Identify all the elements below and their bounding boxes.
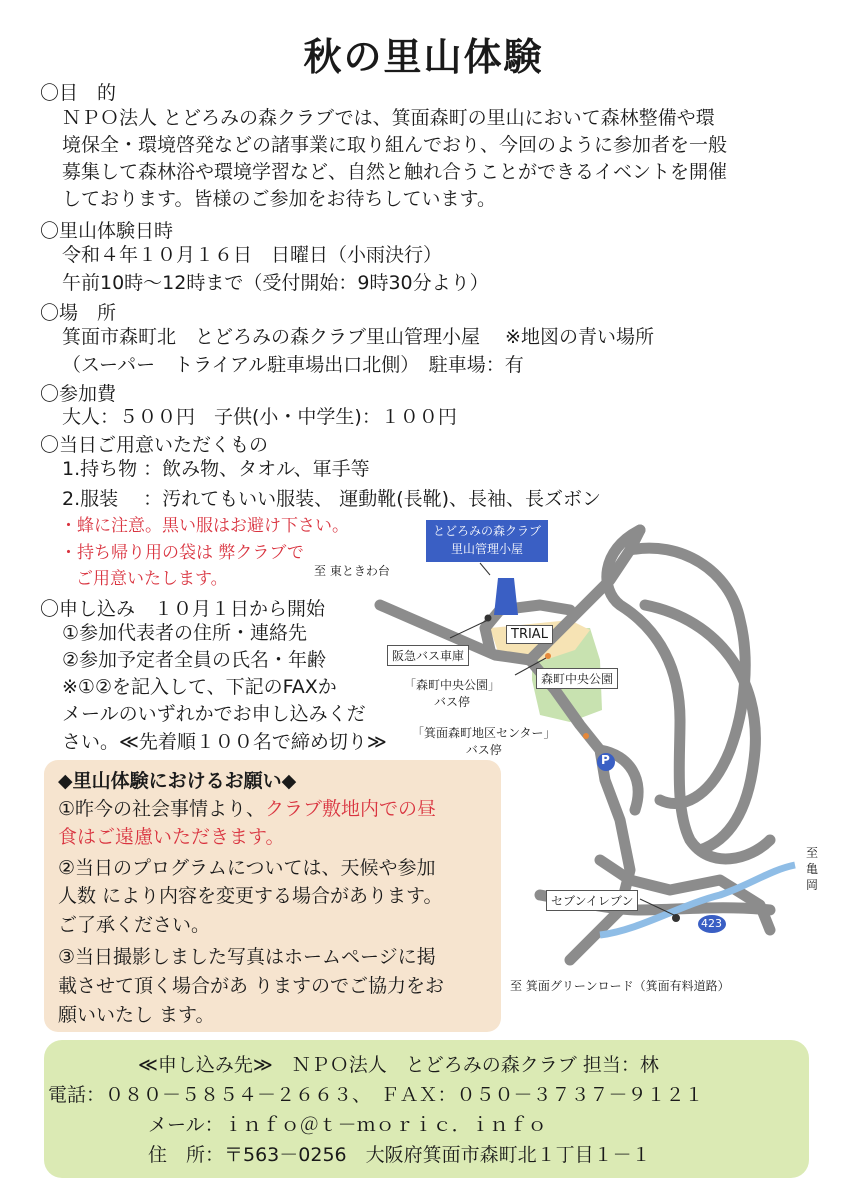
purpose-heading: 〇目 的 xyxy=(40,82,117,104)
request-3-c: 願いいたし ます。 xyxy=(58,1004,215,1026)
hankyu-label: 阪急バス車庫 xyxy=(387,645,469,666)
bus-stop-2-name: 「箕面森町地区センター」 xyxy=(412,726,556,740)
contact-address: 住 所：〒563－0256 大阪府箕面市森町北１丁目１－１ xyxy=(148,1144,651,1166)
contact-phone-fax: 電話：０８０－５８５４－２６６３、 ＦＡＸ：０５０－３７３７－９１２１ xyxy=(48,1084,704,1106)
warning-bag-2: ご用意いたします。 xyxy=(76,569,228,589)
parking-label: P xyxy=(601,753,610,767)
to-kameoka-label: 至 亀岡 xyxy=(806,846,831,892)
apply-line-5: さい。≪先着順１００名で締め切り≫ xyxy=(62,731,387,753)
purpose-line-3: 募集して森林浴や環境学習など、自然と触れ合うことができるイベントを開催 xyxy=(62,161,728,183)
warning-bees: ・蜂に注意。黒い服はお避け下さい。 xyxy=(60,516,349,536)
apply-line-2: ②参加予定者全員の氏名・年齢 xyxy=(62,649,327,671)
request-heading: ◆里山体験におけるお願い◆ xyxy=(58,770,297,792)
request-2-a: ②当日のプログラムについては、天候や参加 xyxy=(58,857,436,879)
place-heading: 〇場 所 xyxy=(40,302,117,324)
park-label: 森町中央公園 xyxy=(536,668,618,689)
hut-label-1: とどろみの森クラブ xyxy=(432,524,541,538)
apply-line-3: ※①②を記入して、下記のFAXか xyxy=(62,676,337,698)
event-date: 令和４年１０月１６日 日曜日（小雨決行） xyxy=(62,244,443,266)
apply-heading: 〇申し込み １０月１日から開始 xyxy=(40,598,326,620)
fee-heading: 〇参加費 xyxy=(40,383,117,405)
purpose-line-4: しております。皆様のご参加をお待ちしています。 xyxy=(62,188,496,210)
contact-line-1: ≪申し込み先≫ ＮＰＯ法人 とどろみの森クラブ 担当：林 xyxy=(138,1054,659,1076)
bus-stop-1-name: 「森町中央公園」 xyxy=(404,678,501,692)
purpose-line-1: ＮＰＯ法人 とどろみの森クラブでは、箕面森町の里山において森林整備や環 xyxy=(62,107,715,129)
apply-line-1: ①参加代表者の住所・連絡先 xyxy=(62,622,308,644)
items-clothing: 2.服装 ：汚れてもいい服装、 運動靴(長靴)、長袖、長ズボン xyxy=(62,488,602,510)
hut-icon xyxy=(494,578,518,615)
to-higashi-label: 至 東ときわ台 xyxy=(314,564,390,578)
items-heading: 〇当日ご用意いただくもの xyxy=(40,434,269,456)
hut-label-2: 里山管理小屋 xyxy=(450,542,523,556)
request-1-a: ①昨今の社会事情より、 xyxy=(58,798,266,820)
bus-stop-1-type: バス停 xyxy=(434,695,471,709)
purpose-line-2: 境保全・環境啓発などの諸事業に取り組んでおり、今回のように参加者を一般 xyxy=(62,134,728,156)
place-line-1: 箕面市森町北 とどろみの森クラブ里山管理小屋 ※地図の青い場所 xyxy=(62,326,654,348)
datetime-heading: 〇里山体験日時 xyxy=(40,220,174,242)
bus-stop-1-label xyxy=(404,676,500,710)
route-label: 423 xyxy=(701,917,722,930)
bus-stop-2-type: バス停 xyxy=(465,743,502,757)
warning-bag-1: ・持ち帰り用の袋は 弊クラブで xyxy=(60,543,304,563)
request-2-c: ご了承ください。 xyxy=(58,914,211,936)
fee-line: 大人：５００円 子供(小・中学生)：１００円 xyxy=(62,406,457,428)
seven-eleven-label: セブンイレブン xyxy=(546,890,638,911)
bus-stop-dot-2 xyxy=(583,733,589,739)
request-1-b: クラブ敷地内での昼 xyxy=(265,798,437,820)
page-title: 秋の里山体験 xyxy=(303,35,544,79)
hut-leader-line xyxy=(480,563,490,575)
request-1-c: 食はご遠慮いただきます。 xyxy=(58,826,285,848)
to-green-road-label: 至 箕面グリーンロード（箕面有料道路） xyxy=(510,979,730,993)
request-3-a: ③当日撮影しました写真はホームページに掲 xyxy=(58,946,436,968)
request-2-b: 人数 により内容を変更する場合があります。 xyxy=(58,885,443,907)
bus-stop-2-label xyxy=(412,724,556,758)
items-belongings: 1.持ち物 ：飲み物、タオル、軍手等 xyxy=(62,458,370,480)
contact-email: メール：ｉｎｆｏ＠ｔ－ｍｏｒｉｃ．ｉｎｆｏ xyxy=(148,1114,547,1136)
event-time: 午前10時～12時まで（受付開始：9時30分より） xyxy=(62,272,489,294)
place-line-2: （スーパー トライアル駐車場出口北側） 駐車場：有 xyxy=(62,354,524,376)
trial-label: TRIAL xyxy=(506,625,553,644)
hut-callout xyxy=(426,520,548,562)
request-3-b: 載させて頂く場合があ りますのでご協力をお xyxy=(58,975,445,997)
apply-line-4: メールのいずれかでお申し込みくだ xyxy=(62,703,366,725)
access-map xyxy=(300,510,830,1030)
